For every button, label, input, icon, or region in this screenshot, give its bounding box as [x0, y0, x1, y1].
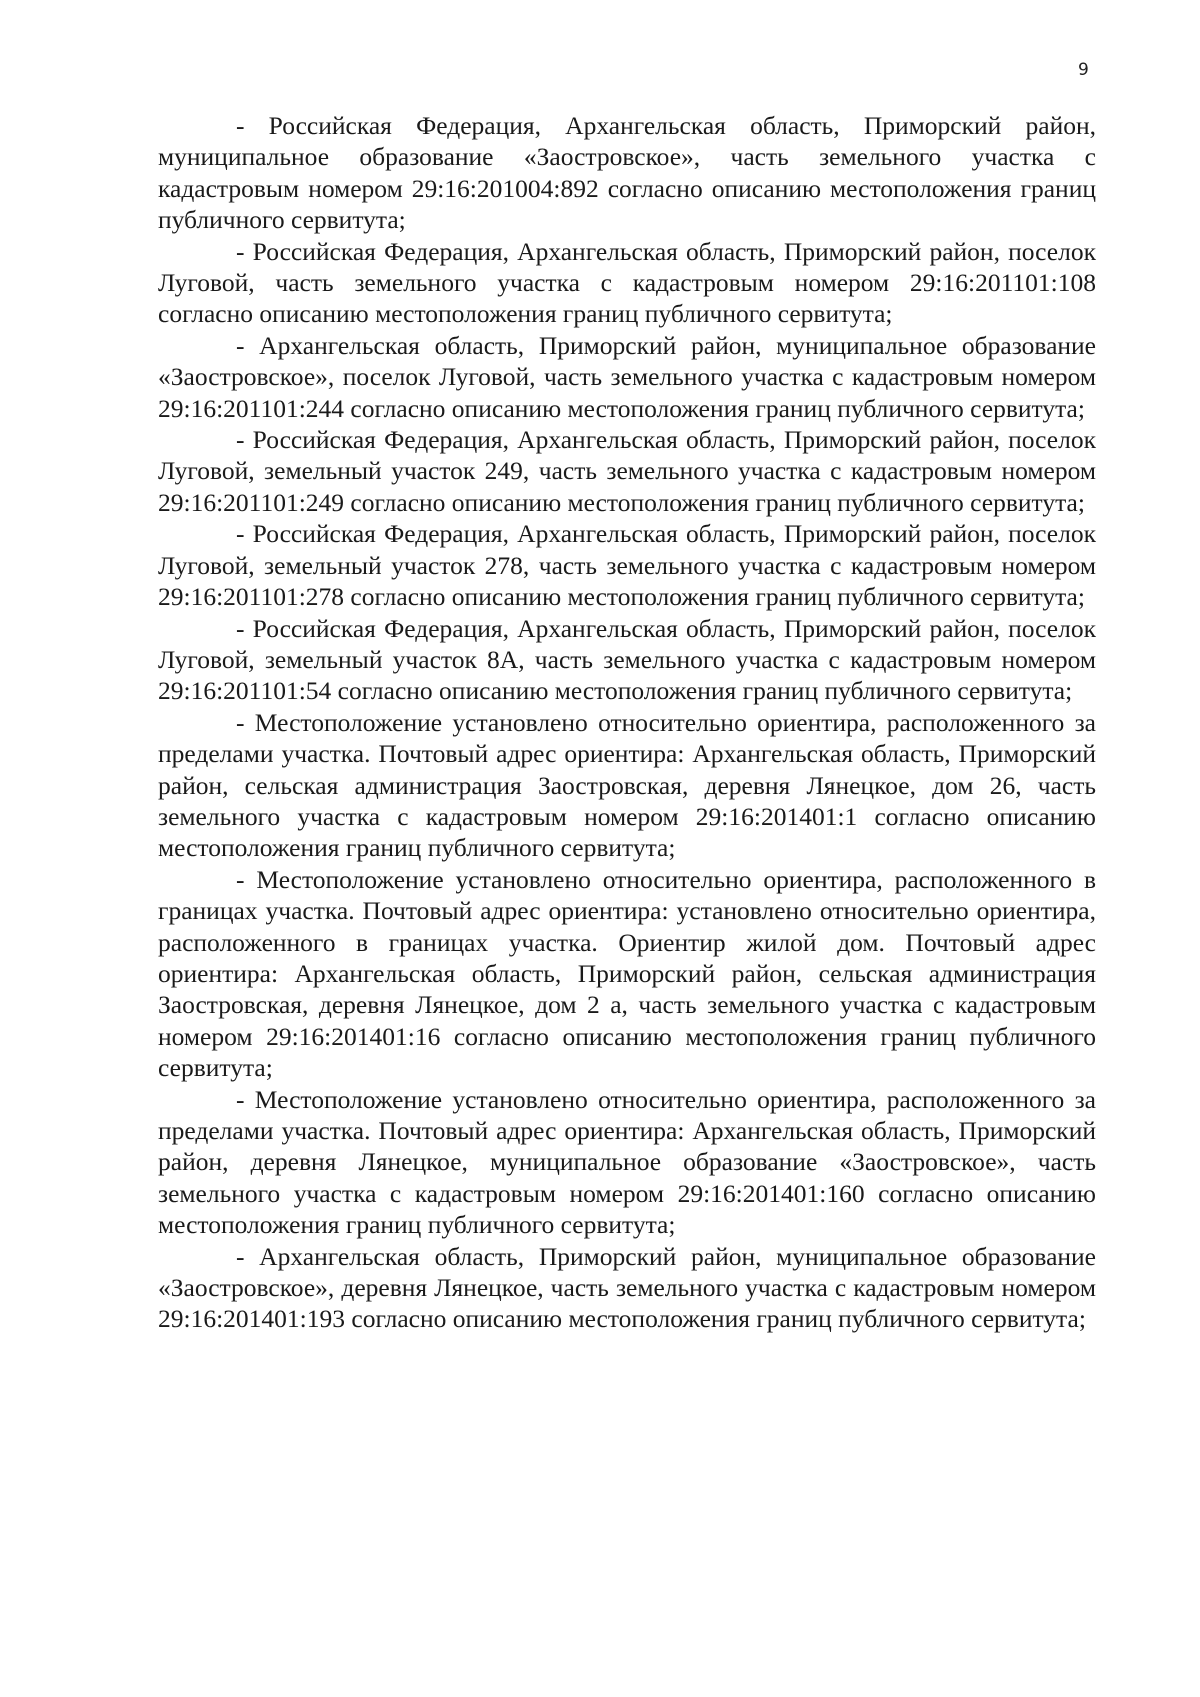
- paragraph: - Архангельская область, Приморский район, муниципальное образование «Заостровское», деревня Лянецкое, часть земельного участка с кадастровым номером 29:16:201401:193 согласно описанию местоположения границ публичного сервитута;: [158, 1241, 1096, 1334]
- paragraph: - Российская Федерация, Архангельская область, Приморский район, поселок Луговой, земельный участок 8А, часть земельного участка с кадастровым номером 29:16:201101:54 согласно описанию местоположения границ публичного сервитута;: [158, 613, 1096, 706]
- paragraph: - Российская Федерация, Архангельская область, Приморский район, поселок Луговой, земельный участок 249, часть земельного участка с кадастровым номером 29:16:201101:249 согласно описанию местоположения границ публичного сервитута;: [158, 425, 1096, 517]
- paragraph: - Местоположение установлено относительно ориентира, расположенного за пределами участка. Почтовый адрес ориентира: Архангельская область, Приморский район, деревня Лянецкое, муниципальное образование «Заостровское», часть земельного участка с кадастровым номером 29:16:201401:160 согласно описанию местоположения границ публичного сервитута;: [158, 1084, 1096, 1240]
- page-number: 9: [1078, 60, 1089, 80]
- paragraph: - Местоположение установлено относительно ориентира, расположенного в границах участка. Почтовый адрес ориентира: установлено относительно ориентира, расположенного в границах участка. Ориентир жилой дом. Почтовый адрес ориентира: Архангельская область, Приморский район, сельская администрация Заостровская, деревня Лянецкое, дом 2 а, часть земельного участка с кадастровым номером 29:16:201401:16 согласно описанию местоположения границ публичного сервитута;: [158, 864, 1096, 1083]
- paragraph: - Российская Федерация, Архангельская область, Приморский район, муниципальное образование «Заостровское», часть земельного участка с кадастровым номером 29:16:201004:892 согласно описанию местоположения границ публичного сервитута;: [158, 111, 1096, 235]
- paragraph: - Местоположение установлено относительно ориентира, расположенного за пределами участка. Почтовый адрес ориентира: Архангельская область, Приморский район, сельская администрация Заостровская, деревня Лянецкое, дом 26, часть земельного участка с кадастровым номером 29:16:201401:1 согласно описанию местоположения границ публичного сервитута;: [158, 707, 1096, 863]
- document-body: [158, 110, 1096, 1335]
- paragraph: - Российская Федерация, Архангельская область, Приморский район, поселок Луговой, земельный участок 278, часть земельного участка с кадастровым номером 29:16:201101:278 согласно описанию местоположения границ публичного сервитута;: [158, 519, 1096, 612]
- paragraph: - Российская Федерация, Архангельская область, Приморский район, поселок Луговой, часть земельного участка с кадастровым номером 29:16:201101:108 согласно описанию местоположения границ публичного сервитута;: [158, 236, 1096, 329]
- paragraph: - Архангельская область, Приморский район, муниципальное образование «Заостровское», поселок Луговой, часть земельного участка с кадастровым номером 29:16:201101:244 согласно описанию местоположения границ публичного сервитута;: [158, 330, 1096, 423]
